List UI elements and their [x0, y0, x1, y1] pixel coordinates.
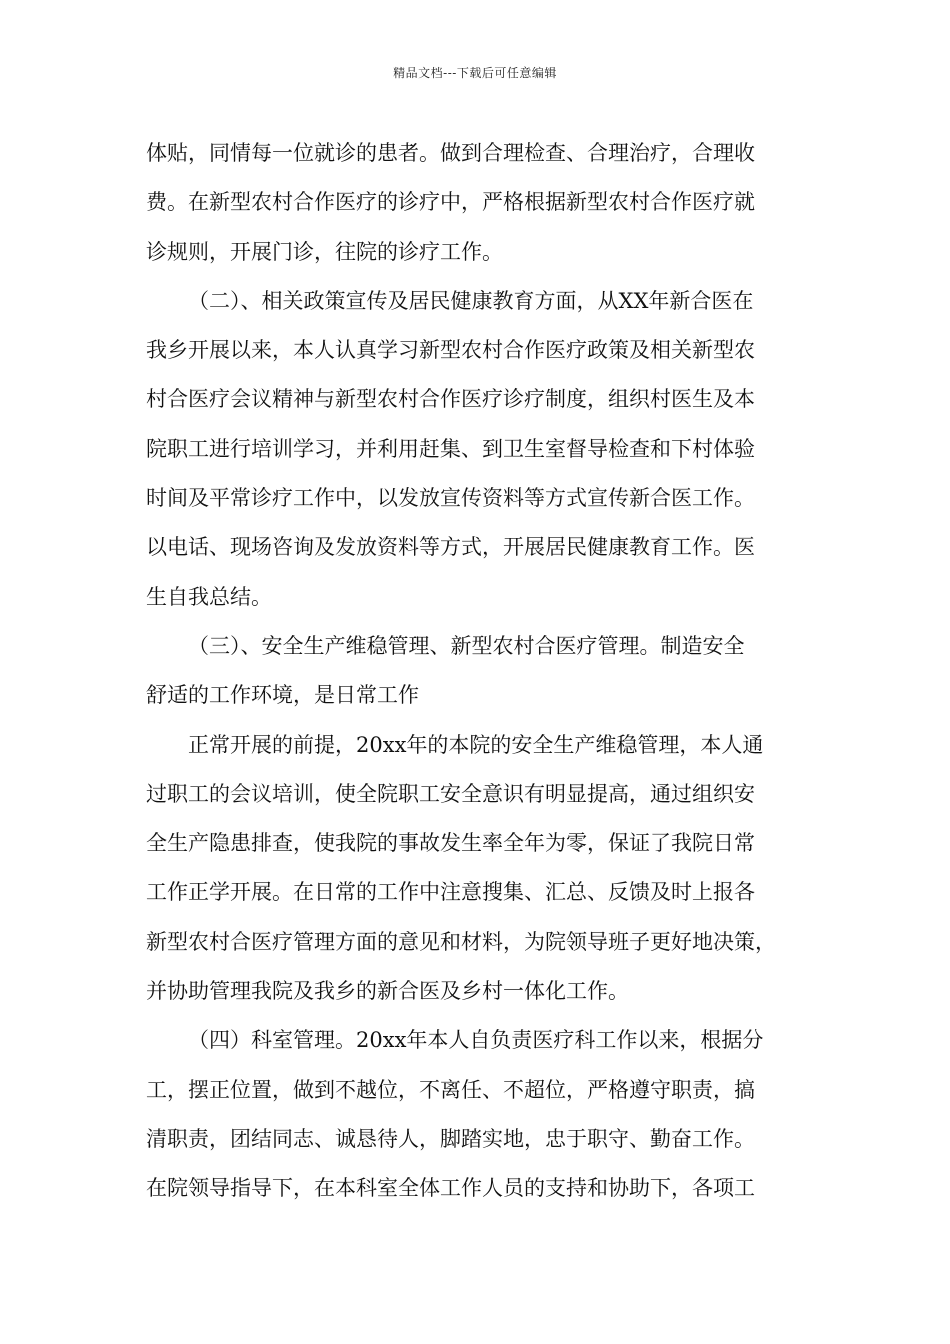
paragraph-start-line: 正常开展的前提，20xx年的本院的安全生产维稳管理，本人通	[188, 732, 764, 757]
body-line: 时间及平常诊疗工作中，以发放宣传资料等方式宣传新合医工作。	[146, 486, 755, 511]
body-line: 过职工的会议培训，使全院职工安全意识有明显提高，通过组织安	[146, 781, 755, 806]
body-line: 体贴，同情每一位就诊的患者。做到合理检查、合理治疗，合理收	[146, 141, 755, 165]
body-line: 以电话、现场咨询及发放资料等方式，开展居民健康教育工作。医	[146, 535, 755, 560]
body-line: 并协助管理我院及我乡的新合医及乡村一体化工作。	[146, 979, 629, 1004]
body-line: 全生产隐患排查，使我院的事故发生率全年为零，保证了我院日常	[146, 831, 755, 856]
paragraph-start-line: （三）、安全生产维稳管理、新型农村合医疗管理。制造安全	[188, 633, 745, 658]
body-line: 在院领导指导下，在本科室全体工作人员的支持和协助下，各项工	[146, 1176, 755, 1201]
paragraph-start-line: （四）科室管理。20xx年本人自负责医疗科工作以来，根据分	[188, 1028, 764, 1053]
body-line: 我乡开展以来，本人认真学习新型农村合作医疗政策及相关新型农	[146, 338, 755, 363]
body-line: 诊规则，开展门诊，往院的诊疗工作。	[146, 239, 503, 264]
body-line: 舒适的工作环境，是日常工作	[146, 683, 419, 708]
page-header: 精品文档---下载后可任意编辑	[393, 66, 557, 80]
body-line: 工作正学开展。在日常的工作中注意搜集、汇总、反馈及时上报各	[146, 880, 755, 905]
body-line: 清职责，团结同志、诚恳待人，脚踏实地，忠于职守、勤奋工作。	[146, 1126, 755, 1151]
body-line: 生自我总结。	[146, 584, 272, 609]
body-line: 院职工进行培训学习，并利用赶集、到卫生室督导检查和下村体验	[146, 436, 755, 461]
paragraph-start-line: （二）、相关政策宣传及居民健康教育方面，从XX年新合医在	[188, 288, 754, 313]
body-line: 工，摆正位置，做到不越位，不离任、不超位，严格遵守职责，搞	[146, 1077, 755, 1102]
document-body	[146, 129, 836, 1214]
body-line: 村合医疗会议精神与新型农村合作医疗诊疗制度，组织村医生及本	[146, 387, 755, 412]
body-line: 费。在新型农村合作医疗的诊疗中，严格根据新型农村合作医疗就	[146, 190, 755, 215]
body-line: 新型农村合医疗管理方面的意见和材料，为院领导班子更好地决策，	[146, 929, 776, 954]
